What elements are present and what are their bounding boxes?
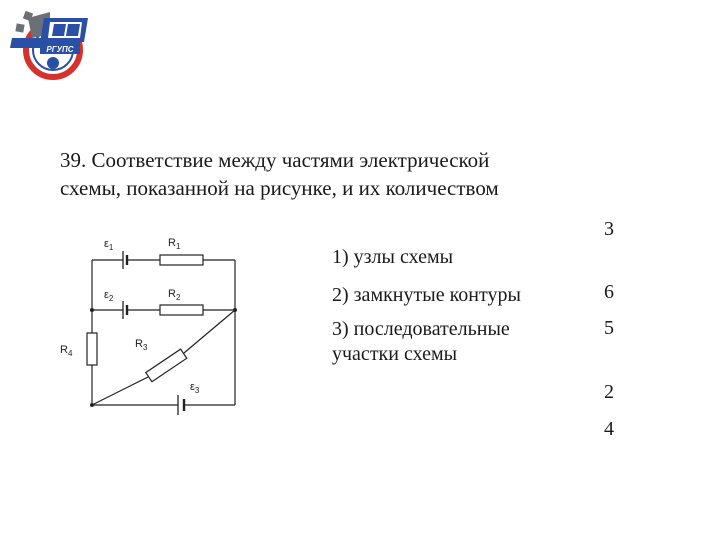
resistor-r3 [146, 349, 187, 382]
label-r3: $R_3$ [135, 338, 148, 352]
answer-5: 4 [604, 418, 614, 440]
option-2: 2) замкнутые контуры [332, 284, 521, 306]
option-3-line-1: 3) последовательные [332, 318, 510, 340]
circuit-diagram [50, 225, 260, 415]
node-right-middle [233, 308, 237, 312]
node-left-middle [90, 308, 94, 312]
rgups-logo-icon [10, 8, 92, 80]
question-title [60, 146, 620, 202]
label-e3: $\varepsilon_3$ [190, 381, 200, 395]
label-r4: $R_4$ [60, 344, 73, 358]
question-line-1: 39. Соответствие между частями электрической [60, 148, 490, 172]
option-3 [332, 317, 510, 367]
option-3-line-2: участки схемы [332, 343, 458, 365]
answer-3: 5 [604, 317, 614, 339]
resistor-r2 [160, 305, 203, 315]
answer-1: 3 [604, 218, 614, 240]
label-r1: $R_1$ [168, 237, 181, 251]
answer-2: 6 [604, 281, 614, 303]
label-e1: $\varepsilon_1$ [104, 238, 114, 252]
question-line-2: схемы, показанной на рисунке, и их количеством [60, 176, 499, 200]
label-e2: $\varepsilon_2$ [104, 289, 114, 303]
answer-4: 2 [604, 381, 614, 403]
label-r2: $R_2$ [168, 288, 181, 302]
logo-text: РГУПС [46, 45, 74, 54]
resistor-r4 [87, 333, 97, 365]
resistor-r1 [160, 255, 203, 265]
option-1: 1) узлы схемы [332, 246, 454, 268]
node-bottom-left [90, 403, 94, 407]
